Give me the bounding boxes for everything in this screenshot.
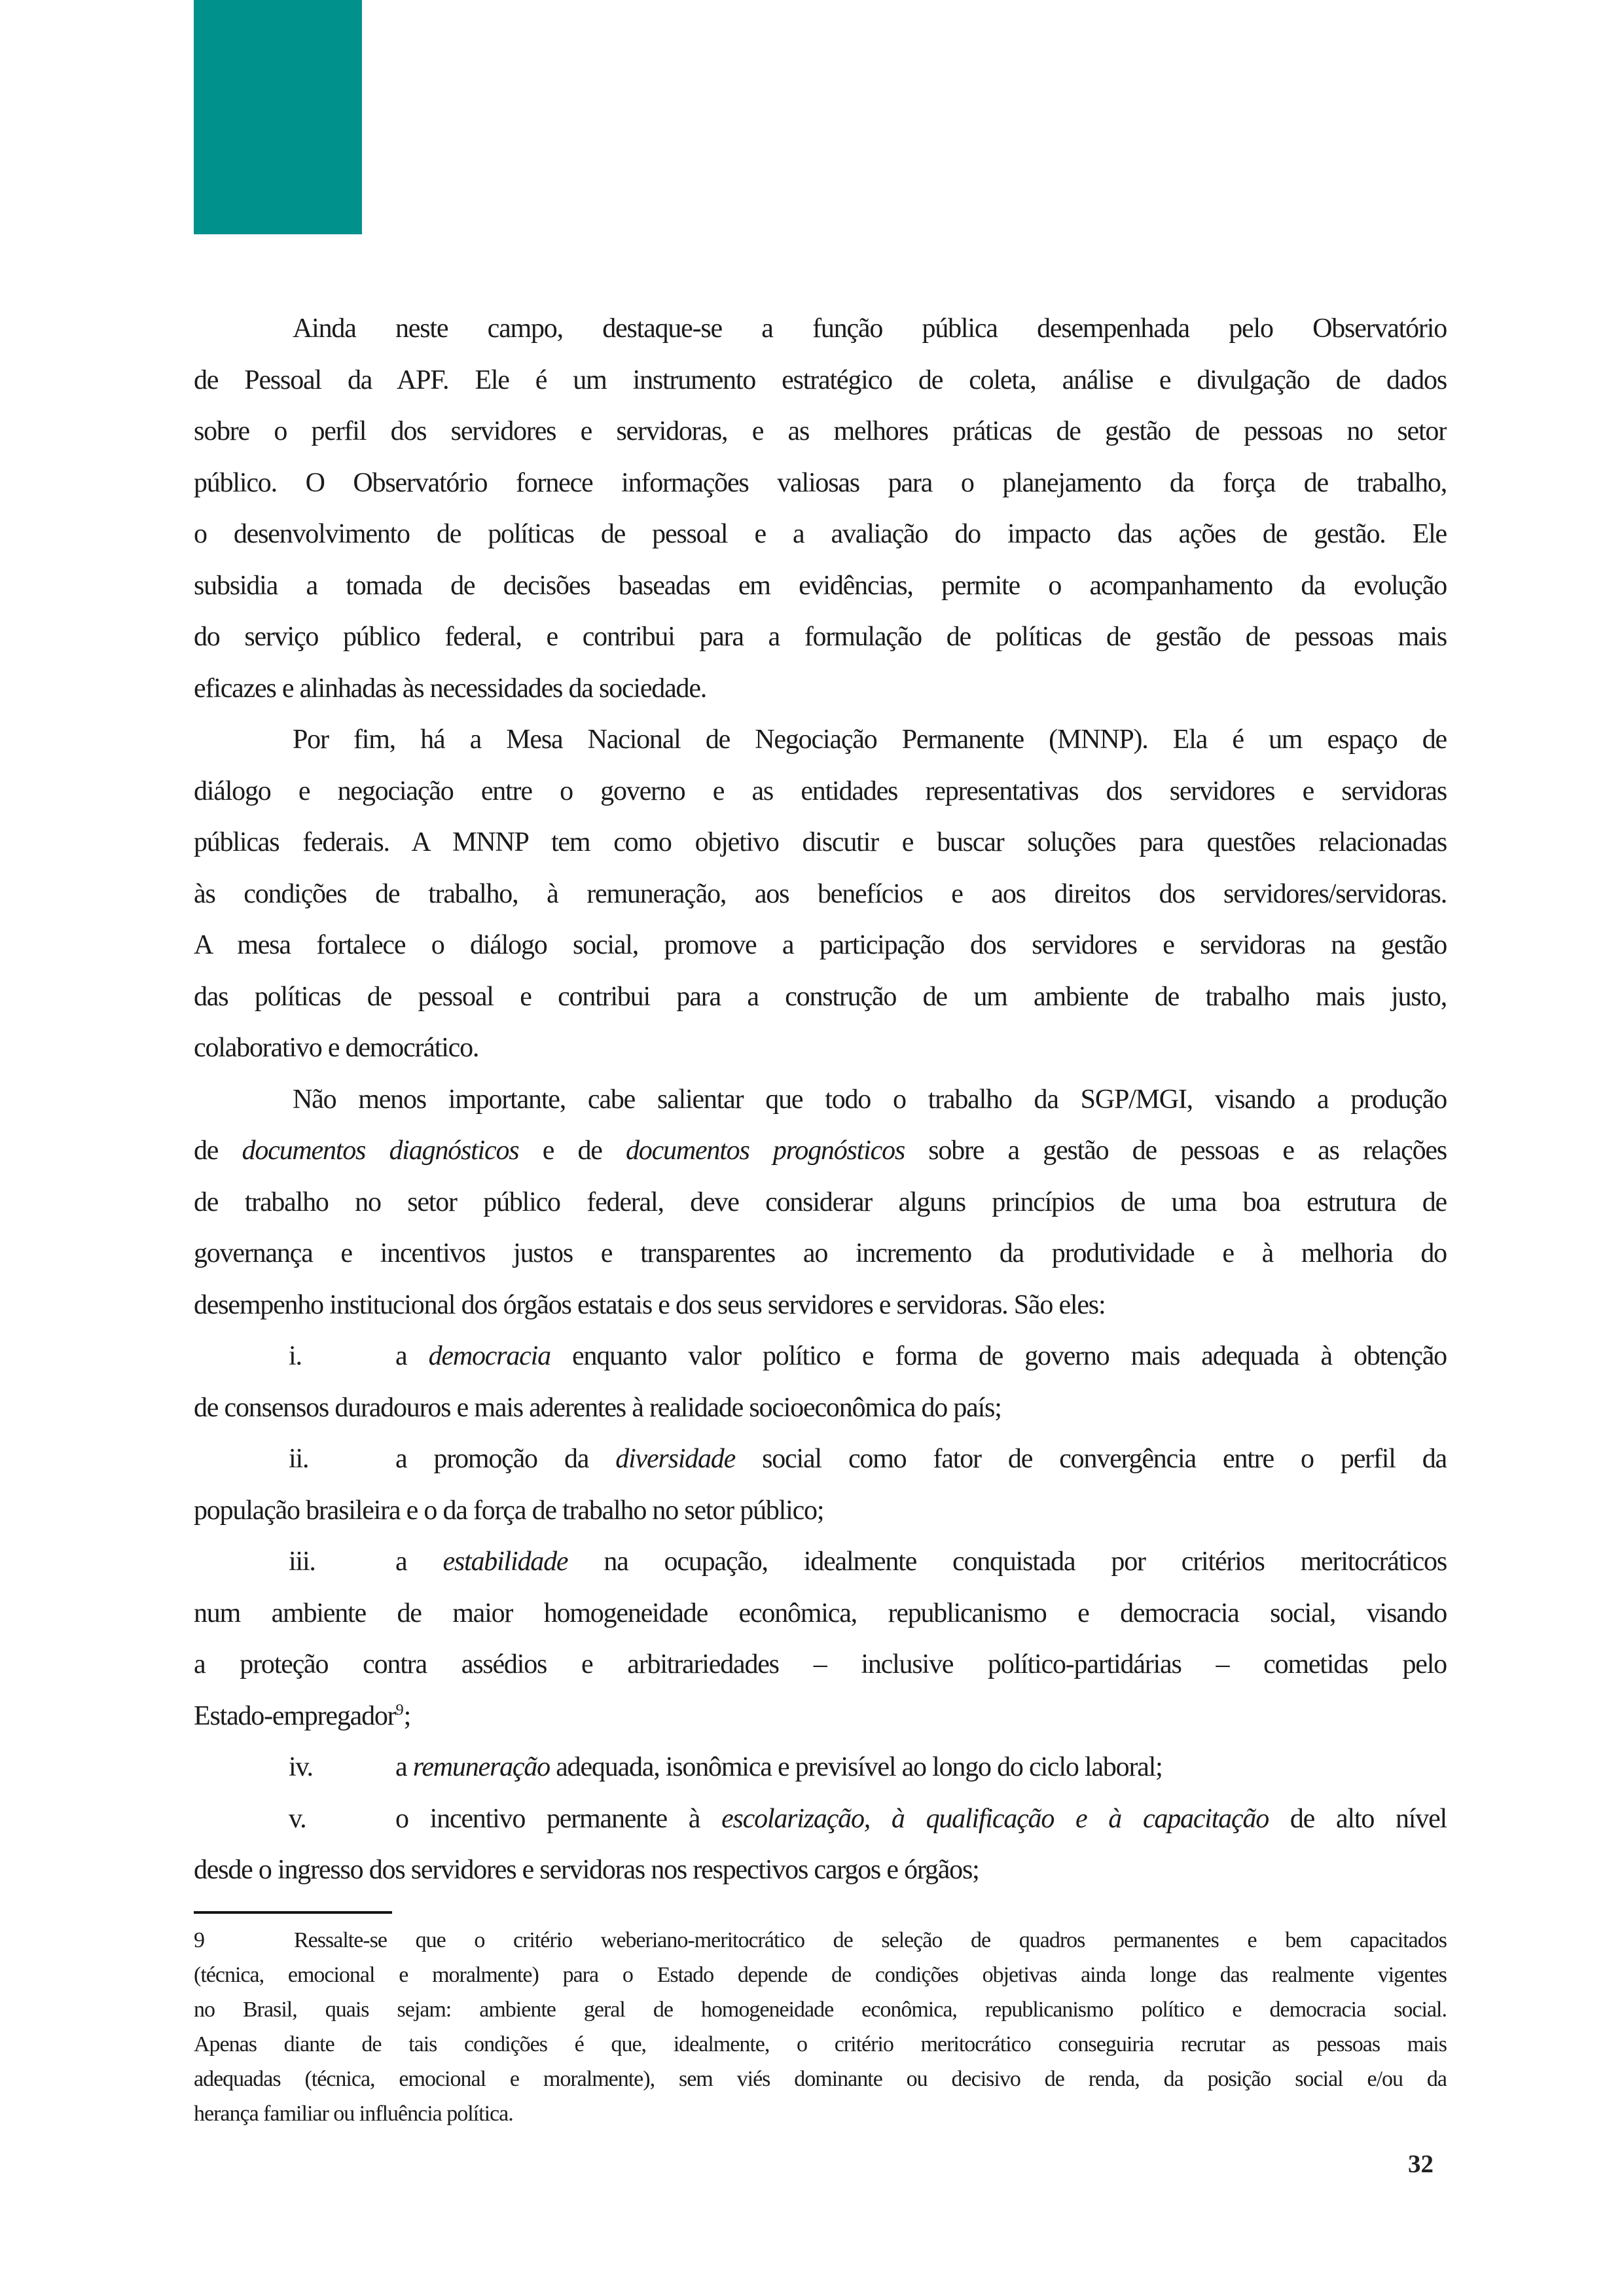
text-line bbox=[194, 1536, 1447, 1588]
text-segment: sobre o perfil dos servidores e servidoras, e as melhores práticas de gestão de pessoas no setor bbox=[194, 416, 1447, 446]
text-segment: colaborativo e democrático. bbox=[194, 1033, 479, 1063]
text-segment: de Pessoal da APF. Ele é um instrumento estratégico de coleta, análise e divulgação de dados bbox=[194, 365, 1447, 395]
text-segment: Ressalte-se que o critério weberiano-meritocrático de seleção de quadros permanentes e bem capacitados bbox=[294, 1928, 1447, 1952]
text-segment: desde o ingresso dos servidores e servidoras nos respectivos cargos e órgãos; bbox=[194, 1855, 979, 1885]
text-line bbox=[194, 663, 1447, 715]
text-segment: população brasileira e o da força de trabalho no setor público; bbox=[194, 1495, 824, 1526]
text-segment: num ambiente de maior homogeneidade econômica, republicanismo e democracia social, visando bbox=[194, 1598, 1447, 1628]
footnote-separator-rule bbox=[194, 1911, 392, 1914]
text-segment: Por fim, há a Mesa Nacional de Negociação Permanente (MNNP). Ela é um espaço de bbox=[293, 725, 1447, 755]
text-line bbox=[194, 1022, 1447, 1074]
italic-text-segment: documentos prognósticos bbox=[626, 1136, 905, 1166]
list-item-i bbox=[194, 1331, 1447, 1433]
text-line bbox=[194, 1433, 1447, 1485]
text-segment: Ainda neste campo, destaque-se a função pública desempenhada pelo Observatório bbox=[293, 314, 1447, 344]
list-numeral: iv. bbox=[289, 1752, 313, 1782]
text-line bbox=[194, 869, 1447, 920]
text-line bbox=[194, 766, 1447, 817]
italic-text-segment: documentos diagnósticos bbox=[242, 1136, 519, 1166]
text-segment: Estado-empregador bbox=[194, 1700, 396, 1731]
italic-text-segment: democracia bbox=[428, 1341, 550, 1371]
text-segment: no Brasil, quais sejam: ambiente geral de homogeneidade econômica, republicanismo político e democracia social. bbox=[194, 1998, 1447, 2022]
text-line bbox=[194, 1280, 1447, 1331]
text-segment: adequada, isonômica e previsível ao longo do ciclo laboral; bbox=[549, 1752, 1163, 1782]
text-segment: a bbox=[395, 1341, 429, 1371]
text-segment: enquanto valor político e forma de governo mais adequada à obtenção bbox=[550, 1341, 1447, 1371]
text-segment: às condições de trabalho, à remuneração, aos benefícios e aos direitos dos servidores/servidoras. bbox=[194, 878, 1447, 909]
text-segment: Não menos importante, cabe salientar que todo o trabalho da SGP/MGI, visando a produção bbox=[293, 1084, 1447, 1115]
footnote-line bbox=[194, 1992, 1447, 2027]
text-line bbox=[194, 611, 1447, 663]
text-line bbox=[194, 714, 1447, 766]
text-line bbox=[194, 1639, 1447, 1691]
footnote-line bbox=[194, 2096, 1447, 2131]
text-segment: o desenvolvimento de políticas de pessoal e a avaliação do impacto das ações de gestão. Ele bbox=[194, 519, 1447, 549]
text-line bbox=[194, 1793, 1447, 1845]
list-numeral: v. bbox=[289, 1803, 306, 1834]
footnote bbox=[194, 1923, 1447, 2131]
text-segment: desempenho institucional dos órgãos estatais e dos seus servidores e servidoras. São eles: bbox=[194, 1289, 1106, 1320]
italic-text-segment: diversidade bbox=[615, 1444, 736, 1474]
text-segment: das políticas de pessoal e contribui para a construção de um ambiente de trabalho mais justo, bbox=[194, 981, 1447, 1012]
body-text bbox=[194, 303, 1447, 1896]
text-segment: do serviço público federal, e contribui para a formulação de políticas de gestão de pessoas mais bbox=[194, 622, 1447, 652]
text-segment: de alto nível bbox=[1269, 1803, 1447, 1834]
text-segment: subsidia a tomada de decisões baseadas em evidências, permite o acompanhamento da evolução bbox=[194, 570, 1447, 601]
text-segment: na ocupação, idealmente conquistada por critérios meritocráticos bbox=[568, 1547, 1447, 1577]
footnote-reference-superscript: 9 bbox=[395, 1700, 404, 1719]
text-segment: eficazes e alinhadas às necessidades da sociedade. bbox=[194, 673, 707, 704]
text-segment: (técnica, emocional e moralmente) para o Estado depende de condições objetivas ainda longe das realmente vigentes bbox=[194, 1963, 1447, 1987]
text-line bbox=[194, 1331, 1447, 1382]
text-line bbox=[194, 406, 1447, 457]
text-segment: herança familiar ou influência política. bbox=[194, 2102, 513, 2126]
footnote-line bbox=[194, 1958, 1447, 1992]
text-segment: diálogo e negociação entre o governo e as entidades representativas dos servidores e servidoras bbox=[194, 776, 1447, 806]
text-line bbox=[194, 1485, 1447, 1537]
text-line bbox=[194, 920, 1447, 971]
text-line bbox=[194, 1742, 1447, 1793]
list-numeral: ii. bbox=[289, 1444, 309, 1474]
list-item-ii bbox=[194, 1433, 1447, 1536]
text-line bbox=[194, 1074, 1447, 1126]
paragraph-sgp-mgi bbox=[194, 1074, 1447, 1331]
page-number: 32 bbox=[1408, 2150, 1434, 2178]
text-segment: de trabalho no setor público federal, deve considerar alguns princípios de uma boa estrutura de bbox=[194, 1187, 1447, 1217]
text-segment: e de bbox=[518, 1136, 626, 1166]
italic-text-segment: remuneração bbox=[412, 1752, 550, 1782]
footnote-line bbox=[194, 2027, 1447, 2062]
text-segment: Apenas diante de tais condições é que, idealmente, o critério meritocrático conseguiria recrutar as pessoas mais bbox=[194, 2032, 1447, 2056]
list-numeral: i. bbox=[289, 1341, 302, 1371]
text-segment: públicas federais. A MNNP tem como objetivo discutir e buscar soluções para questões relacionadas bbox=[194, 827, 1447, 857]
italic-text-segment: escolarização, à qualificação e à capacitação bbox=[721, 1803, 1269, 1834]
text-line bbox=[194, 509, 1447, 560]
text-line bbox=[194, 817, 1447, 869]
text-line bbox=[194, 303, 1447, 355]
text-line bbox=[194, 1691, 1447, 1742]
text-segment: adequadas (técnica, emocional e moralmente), sem viés dominante ou decisivo de renda, da posição social e/ou da bbox=[194, 2067, 1447, 2091]
list-item-iv bbox=[194, 1742, 1447, 1793]
text-line bbox=[194, 1125, 1447, 1177]
text-segment: público. O Observatório fornece informações valiosas para o planejamento da força de trabalho, bbox=[194, 467, 1447, 498]
list-item-v bbox=[194, 1793, 1447, 1896]
text-line bbox=[194, 971, 1447, 1023]
text-segment: governança e incentivos justos e transparentes ao incremento da produtividade e à melhoria do bbox=[194, 1238, 1447, 1268]
header-color-block bbox=[194, 0, 362, 234]
footnote-line bbox=[194, 1923, 1447, 1958]
text-segment: a proteção contra assédios e arbitrariedades – inclusive político-partidárias – cometidas pelo bbox=[194, 1649, 1447, 1679]
text-line bbox=[194, 1228, 1447, 1280]
text-segment: a bbox=[395, 1752, 413, 1782]
list-numeral: iii. bbox=[289, 1547, 316, 1577]
list-item-iii bbox=[194, 1536, 1447, 1742]
text-segment: o incentivo permanente à bbox=[395, 1803, 722, 1834]
text-segment: A mesa fortalece o diálogo social, promove a participação dos servidores e servidoras na gestão bbox=[194, 930, 1447, 960]
text-line bbox=[194, 355, 1447, 406]
italic-text-segment: estabilidade bbox=[442, 1547, 568, 1577]
text-segment: social como fator de convergência entre o perfil da bbox=[735, 1444, 1447, 1474]
text-segment: sobre a gestão de pessoas e as relações bbox=[904, 1136, 1447, 1166]
footnote-number: 9 bbox=[194, 1928, 204, 1952]
text-line bbox=[194, 1382, 1447, 1434]
paragraph-mnnp bbox=[194, 714, 1447, 1074]
text-line bbox=[194, 560, 1447, 612]
text-segment: a bbox=[395, 1547, 443, 1577]
text-line bbox=[194, 1588, 1447, 1640]
text-segment: de consensos duradouros e mais aderentes à realidade socioeconômica do país; bbox=[194, 1392, 1001, 1423]
paragraph-observatorio bbox=[194, 303, 1447, 714]
footnote-line bbox=[194, 2062, 1447, 2096]
text-line bbox=[194, 1844, 1447, 1896]
text-segment: a promoção da bbox=[395, 1444, 616, 1474]
text-line bbox=[194, 457, 1447, 509]
text-segment: de bbox=[194, 1136, 242, 1166]
text-segment: ; bbox=[403, 1700, 411, 1731]
text-line bbox=[194, 1177, 1447, 1229]
